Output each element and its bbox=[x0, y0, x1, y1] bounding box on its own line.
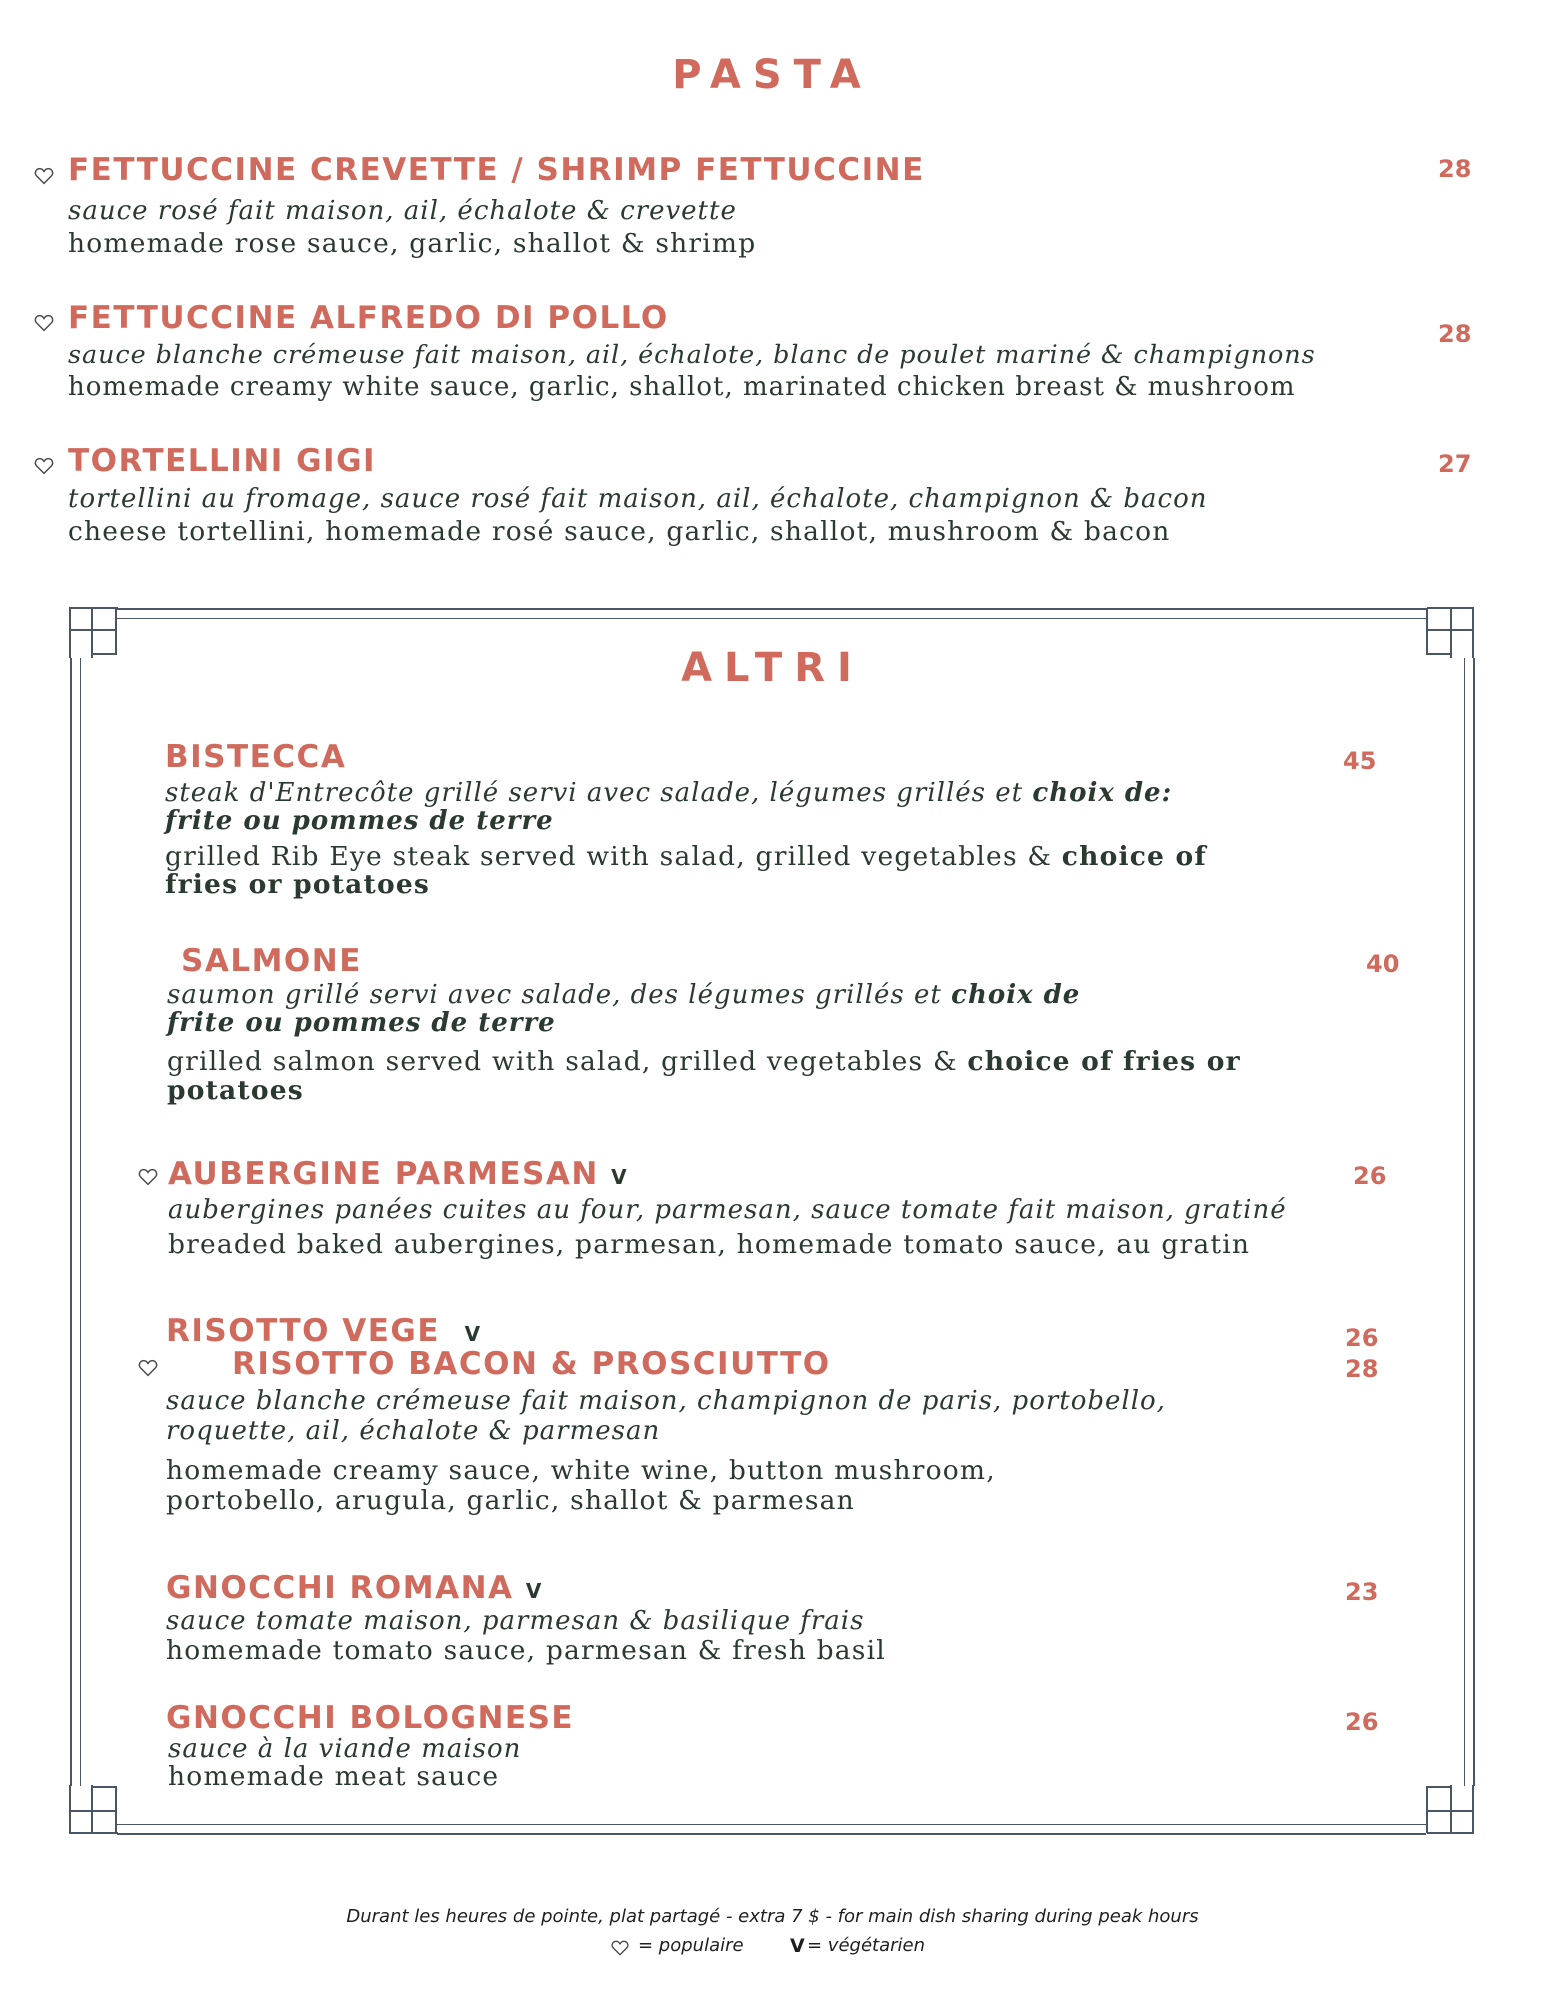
dish-description-en: grilled salmon served with salad, grilled vegetables & choice of fries or bbox=[167, 1046, 1241, 1077]
heart-icon bbox=[33, 312, 55, 334]
dish-description-en: homemade rose sauce, garlic, shallot & shrimp bbox=[68, 228, 757, 259]
vegetarian-badge: V bbox=[611, 1165, 627, 1189]
dish-description-fr: sauce à la viande maison bbox=[168, 1734, 522, 1764]
dish-description-en-cont: potatoes bbox=[167, 1075, 304, 1106]
dish-name: RISOTTO VEGE V bbox=[166, 1313, 481, 1349]
dish-description-fr-cont: roquette, ail, échalote & parmesan bbox=[166, 1416, 661, 1446]
dish-name: RISOTTO BACON & PROSCIUTTO bbox=[232, 1346, 831, 1382]
vegetarian-badge: V bbox=[525, 1579, 542, 1603]
dish-description-fr: sauce rosé fait maison, ail, échalote & crevette bbox=[68, 196, 737, 226]
frame-corner-ornament bbox=[68, 1783, 120, 1837]
dish-name: GNOCCHI BOLOGNESE bbox=[166, 1700, 575, 1736]
dish-price: 26 bbox=[1345, 1708, 1379, 1736]
frame-corner-ornament bbox=[1425, 1783, 1477, 1837]
dish-description-en-cont: fries or potatoes bbox=[165, 869, 431, 900]
dish-description-fr: saumon grillé servi avec salade, des légumes grillés et choix de bbox=[167, 980, 1081, 1010]
footer-legend bbox=[610, 1935, 1010, 1961]
dish-description-en: grilled Rib Eye steak served with salad, grilled vegetables & choice of bbox=[165, 841, 1208, 872]
dish-price: 45 bbox=[1343, 747, 1377, 775]
dish-price: 28 bbox=[1345, 1355, 1379, 1383]
dish-name: GNOCCHI ROMANA V bbox=[166, 1570, 542, 1606]
popular-legend: = populaire bbox=[638, 1935, 744, 1956]
dish-description-en: cheese tortellini, homemade rosé sauce, garlic, shallot, mushroom & bacon bbox=[68, 516, 1171, 547]
dish-description-en: homemade creamy sauce, white wine, button mushroom, bbox=[166, 1455, 996, 1486]
dish-price: 40 bbox=[1366, 950, 1400, 978]
dish-name: AUBERGINE PARMESAN V bbox=[168, 1156, 627, 1192]
footer-note: Durant les heures de pointe, plat partagé - extra 7 $ - for main dish sharing during peak hours bbox=[346, 1906, 1199, 1927]
vegetarian-legend: = végétarien bbox=[807, 1935, 926, 1956]
dish-name: BISTECCA bbox=[165, 739, 347, 775]
pasta-section-title: PASTA bbox=[672, 52, 873, 98]
dish-price: 26 bbox=[1353, 1162, 1387, 1190]
vegetarian-badge: V bbox=[790, 1935, 805, 1957]
dish-description-fr: sauce tomate maison, parmesan & basilique frais bbox=[166, 1606, 865, 1636]
heart-icon bbox=[137, 1357, 159, 1379]
dish-name: FETTUCCINE CREVETTE / SHRIMP FETTUCCINE bbox=[68, 152, 925, 188]
dish-price: 28 bbox=[1438, 320, 1472, 348]
dish-name: FETTUCCINE ALFREDO DI POLLO bbox=[68, 300, 669, 336]
dish-name: SALMONE bbox=[181, 943, 362, 979]
heart-icon bbox=[610, 1938, 630, 1958]
altri-section-title: ALTRI bbox=[681, 645, 864, 691]
dish-description-fr: aubergines panées cuites au four, parmesan, sauce tomate fait maison, gratiné bbox=[168, 1195, 1287, 1225]
dish-description-fr: sauce blanche crémeuse fait maison, champignon de paris, portobello, bbox=[166, 1386, 1166, 1416]
dish-price: 23 bbox=[1345, 1578, 1379, 1606]
dish-description-en-cont: portobello, arugula, garlic, shallot & parmesan bbox=[166, 1485, 855, 1516]
heart-icon bbox=[33, 165, 55, 187]
dish-description-en: breaded baked aubergines, parmesan, homemade tomato sauce, au gratin bbox=[168, 1229, 1251, 1260]
dish-description-fr: tortellini au fromage, sauce rosé fait maison, ail, échalote, champignon & bacon bbox=[68, 484, 1208, 514]
dish-name: TORTELLINI GIGI bbox=[68, 443, 377, 479]
heart-icon bbox=[33, 455, 55, 477]
dish-description-fr: steak d'Entrecôte grillé servi avec salade, légumes grillés et choix de: bbox=[165, 778, 1173, 808]
dish-price: 28 bbox=[1438, 155, 1472, 183]
heart-icon bbox=[137, 1166, 159, 1188]
dish-description-fr-cont: frite ou pommes de terre bbox=[167, 1008, 556, 1038]
dish-description-fr-cont: frite ou pommes de terre bbox=[165, 806, 554, 836]
dish-price: 26 bbox=[1345, 1324, 1379, 1352]
dish-price: 27 bbox=[1438, 450, 1472, 478]
dish-description-en: homemade creamy white sauce, garlic, shallot, marinated chicken breast & mushroom bbox=[68, 372, 1296, 402]
vegetarian-badge: V bbox=[464, 1322, 481, 1346]
dish-description-fr: sauce blanche crémeuse fait maison, ail, échalote, blanc de poulet mariné & champignons bbox=[68, 340, 1316, 370]
dish-description-en: homemade meat sauce bbox=[168, 1761, 500, 1792]
dish-description-en: homemade tomato sauce, parmesan & fresh basil bbox=[166, 1635, 886, 1666]
